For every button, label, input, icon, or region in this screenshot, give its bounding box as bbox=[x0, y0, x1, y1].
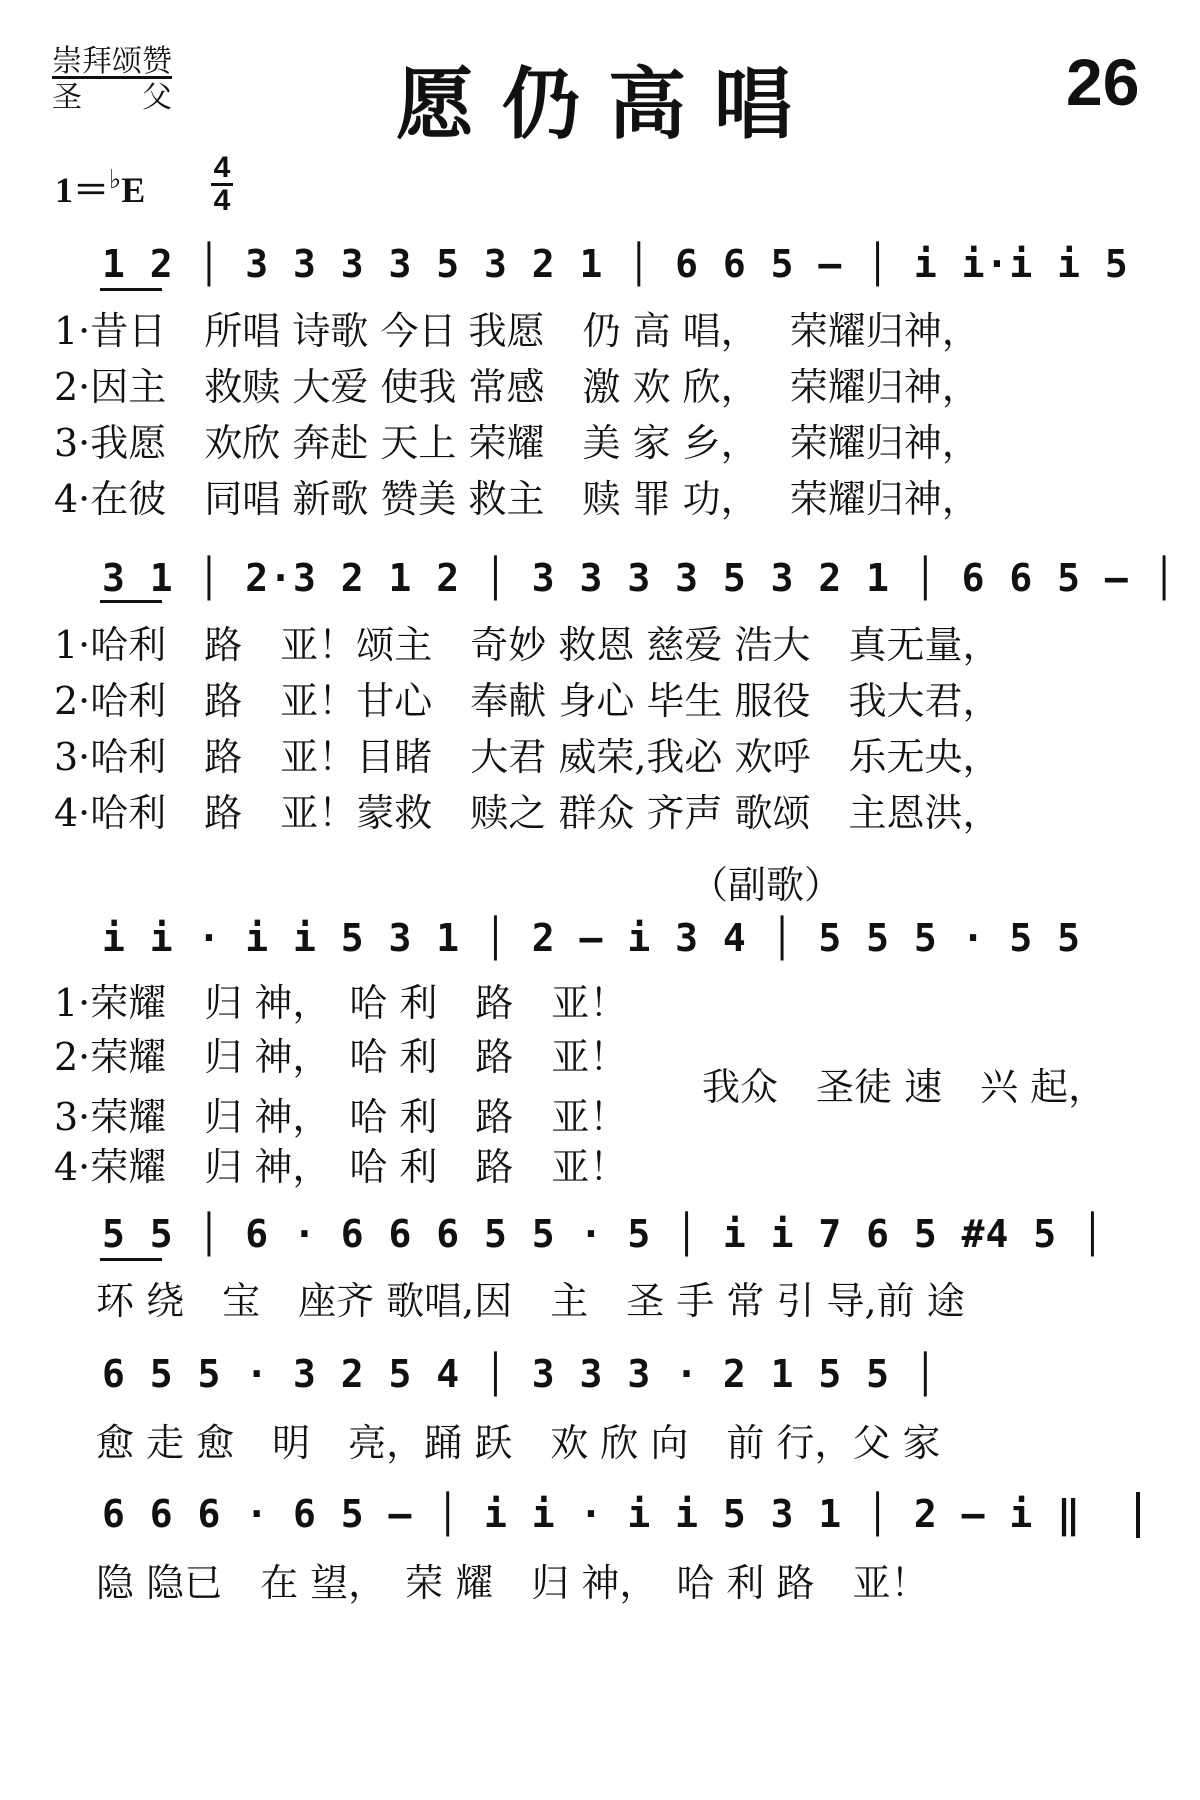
beam-line bbox=[100, 1258, 162, 1261]
hymn-title: 愿仍高唱 bbox=[396, 60, 821, 150]
beam-line bbox=[100, 600, 162, 603]
verse-line: 1·哈利 路 亚！颂主 奇妙 救恩 慈爱 浩大 真无量， bbox=[54, 623, 1001, 667]
notation-line-2: 3 1 │ 2·3 2 1 2 │ 3 3 3 3 5 3 2 1 │ 6 6 5 – │ bbox=[102, 556, 1177, 600]
notation-line-4: 5 5 │ 6 · 6 6 6 5 5 · 5 │ i i 7 6 5 #4 5 │ bbox=[102, 1212, 1105, 1256]
verse-line: 3·我愿 欢欣 奔赴 天上 荣耀 美 家 乡， 荣耀归神， bbox=[54, 421, 980, 465]
time-signature bbox=[210, 151, 234, 217]
verse-line: 1·昔日 所唱 诗歌 今日 我愿 仍 高 唱， 荣耀归神， bbox=[54, 309, 980, 353]
notation-line-3: i i · i i 5 3 1 │ 2 – i 3 4 │ 5 5 5 · 5 5 bbox=[102, 916, 1081, 960]
verse-line: 3·荣耀 归 神， 哈 利 路 亚！ bbox=[54, 1095, 628, 1139]
chorus-lyric: 愈 走 愈 明 亮，踊 跃 欢 欣 向 前 行，父 家 bbox=[96, 1421, 941, 1465]
notation-line-1: 1 2 │ 3 3 3 3 5 3 2 1 │ 6 6 5 – │ i i·i i 5 bbox=[102, 242, 1129, 286]
key-note: E bbox=[121, 170, 146, 210]
category-label: 崇拜颂赞 bbox=[52, 44, 172, 79]
chorus-lyric: 我众 圣徒 速 兴 起， bbox=[702, 1065, 1107, 1109]
verse-line: 2·荣耀 归 神， 哈 利 路 亚！ bbox=[54, 1035, 628, 1079]
key-signature bbox=[55, 162, 145, 213]
verse-line: 1·荣耀 归 神， 哈 利 路 亚！ bbox=[54, 981, 628, 1025]
notation-line-6: 6 6 6 · 6 5 – │ i i · i i 5 3 1 │ 2 – i ‖ bbox=[102, 1492, 1081, 1536]
verse-line: 3·哈利 路 亚！目睹 大君 威荣,我必 欢呼 乐无央， bbox=[54, 735, 1001, 779]
subcategory-label: 圣 父 bbox=[52, 80, 172, 115]
hymn-number: 26 bbox=[1066, 45, 1140, 119]
verse-line: 4·荣耀 归 神， 哈 利 路 亚！ bbox=[54, 1145, 628, 1189]
flat-sign: ♭ bbox=[109, 165, 122, 194]
chorus-lyric: 隐 隐已 在 望， 荣 耀 归 神， 哈 利 路 亚！ bbox=[96, 1561, 929, 1605]
verse-line: 4·在彼 同唱 新歌 赞美 救主 赎 罪 功， 荣耀归神， bbox=[54, 477, 980, 521]
final-barline bbox=[1136, 1492, 1140, 1538]
time-top: 4 bbox=[213, 151, 231, 184]
notation-line-5: 6 5 5 · 3 2 5 4 │ 3 3 3 · 2 1 5 5 │ bbox=[102, 1352, 938, 1396]
verse-line: 4·哈利 路 亚！蒙救 赎之 群众 齐声 歌颂 主恩洪， bbox=[54, 791, 1001, 835]
chorus-lyric: 环 绕 宝 座齐 歌唱,因 主 圣 手 常 引 导,前 途 bbox=[96, 1279, 965, 1323]
chorus-label: （副歌） bbox=[690, 863, 843, 907]
verse-line: 2·因主 救赎 大爱 使我 常感 激 欢 欣， 荣耀归神， bbox=[54, 365, 980, 409]
key-label: 1＝ bbox=[55, 170, 110, 210]
verse-line: 2·哈利 路 亚！甘心 奉献 身心 毕生 服役 我大君， bbox=[54, 679, 1001, 723]
time-bottom: 4 bbox=[213, 184, 231, 217]
beam-line bbox=[100, 288, 162, 291]
